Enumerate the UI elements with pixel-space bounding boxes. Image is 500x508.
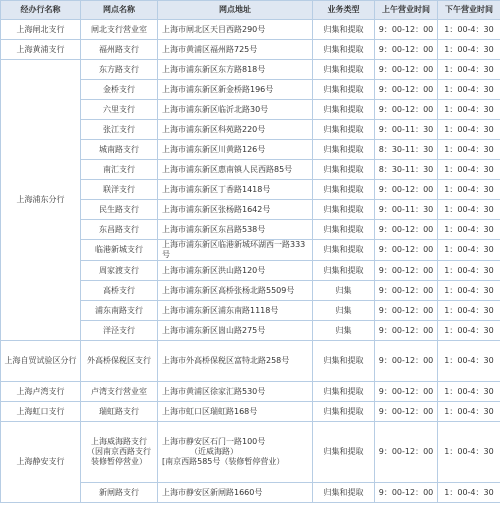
- branch-cell: 上海虹口支行: [1, 402, 81, 422]
- business-cell: 归集和提取: [313, 60, 375, 80]
- header-outlet: 网点名称: [81, 1, 158, 20]
- business-cell: 归集和提取: [313, 382, 375, 402]
- outlet-cell: 联洋支行: [81, 180, 158, 200]
- outlet-cell: 新闸路支行: [81, 483, 158, 503]
- table-row: [1, 402, 500, 422]
- am-hours-cell: 9：00-12：00: [375, 281, 438, 301]
- am-hours-cell: 9：00-12：00: [375, 321, 438, 341]
- address-cell: 上海市静安区新闸路1660号: [158, 483, 313, 503]
- am-hours-cell: 9：00-12：00: [375, 180, 438, 200]
- business-cell: 归集: [313, 301, 375, 321]
- business-cell: 归集和提取: [313, 220, 375, 240]
- address-cell: [158, 422, 313, 483]
- outlet-cell: 金桥支行: [81, 80, 158, 100]
- branch-cell: 上海闸北支行: [1, 20, 81, 40]
- business-cell: 归集和提取: [313, 483, 375, 503]
- outlet-line: 装修暂停营业）: [91, 457, 147, 466]
- am-hours-cell: 8：30-11：30: [375, 160, 438, 180]
- pm-hours-cell: 1：00-4：30: [438, 240, 500, 261]
- outlet-cell: 东昌路支行: [81, 220, 158, 240]
- outlet-cell: 洋泾支行: [81, 321, 158, 341]
- header-pm: 下午营业时间: [438, 1, 500, 20]
- am-hours-cell: 9：00-12：00: [375, 80, 438, 100]
- address-cell: 上海市浦东新区东昌路538号: [158, 220, 313, 240]
- header-branch: 经办行名称: [1, 1, 81, 20]
- outlet-cell: 东方路支行: [81, 60, 158, 80]
- business-cell: 归集和提取: [313, 402, 375, 422]
- pm-hours-cell: 1：00-4：30: [438, 80, 500, 100]
- pm-hours-cell: 1：00-4：30: [438, 20, 500, 40]
- outlet-cell: 临港新城支行: [81, 240, 158, 261]
- header-address: 网点地址: [158, 1, 313, 20]
- outlet-cell: 周家渡支行: [81, 261, 158, 281]
- address-cell: 上海市浦东新区科苑路220号: [158, 120, 313, 140]
- branch-cell: 上海浦东分行: [1, 60, 81, 341]
- pm-hours-cell: 1：00-4：30: [438, 301, 500, 321]
- header-business: 业务类型: [313, 1, 375, 20]
- am-hours-cell: 9：00-12：00: [375, 382, 438, 402]
- am-hours-cell: 9：00-12：00: [375, 301, 438, 321]
- branch-cell: 上海黄浦支行: [1, 40, 81, 60]
- business-cell: 归集和提取: [313, 120, 375, 140]
- business-cell: 归集和提取: [313, 80, 375, 100]
- address-line: 上海市静安区石门一路100号: [162, 437, 266, 446]
- business-cell: 归集和提取: [313, 240, 375, 261]
- branch-cell: 上海静安支行: [1, 422, 81, 503]
- branch-cell: 上海自贸试验区分行: [1, 341, 81, 382]
- outlet-cell: 城南路支行: [81, 140, 158, 160]
- address-cell: 上海市闸北区天目西路290号: [158, 20, 313, 40]
- am-hours-cell: 9：00-12：00: [375, 422, 438, 483]
- business-cell: 归集和提取: [313, 40, 375, 60]
- table-row: [1, 341, 500, 382]
- business-cell: 归集和提取: [313, 341, 375, 382]
- table-row: [1, 382, 500, 402]
- am-hours-cell: 8：30-11：30: [375, 140, 438, 160]
- table-row: [1, 60, 500, 80]
- address-cell: 上海市浦东新区张杨路1642号: [158, 200, 313, 220]
- am-hours-cell: 9：00-12：00: [375, 483, 438, 503]
- address-cell: 上海市浦东新区惠南镇人民西路85号: [158, 160, 313, 180]
- branch-cell: 上海卢湾支行: [1, 382, 81, 402]
- address-cell: 上海市浦东新区东方路818号: [158, 60, 313, 80]
- am-hours-cell: 9：00-12：00: [375, 402, 438, 422]
- table-row: [1, 40, 500, 60]
- business-cell: 归集和提取: [313, 140, 375, 160]
- pm-hours-cell: 1：00-4：30: [438, 60, 500, 80]
- address-cell: 上海市浦东新区洪山路120号: [158, 261, 313, 281]
- outlet-cell: 瑞虹路支行: [81, 402, 158, 422]
- am-hours-cell: 9：00-11：30: [375, 200, 438, 220]
- outlet-cell: 福州路支行: [81, 40, 158, 60]
- am-hours-cell: 9：00-12：00: [375, 20, 438, 40]
- pm-hours-cell: 1：00-4：30: [438, 341, 500, 382]
- business-cell: 归集和提取: [313, 160, 375, 180]
- address-cell: 上海市浦东新区浦东南路1118号: [158, 301, 313, 321]
- outlet-line: 上海威海路支行: [91, 437, 147, 446]
- outlet-cell: [81, 422, 158, 483]
- pm-hours-cell: 1：00-4：30: [438, 382, 500, 402]
- address-cell: 上海市浦东新区丁香路1418号: [158, 180, 313, 200]
- am-hours-cell: 9：00-12：00: [375, 40, 438, 60]
- address-line: （近威海路）: [190, 447, 238, 456]
- outlet-cell: 闸北支行营业室: [81, 20, 158, 40]
- address-cell: 上海市浦东新区临港新城环湖西一路333号: [158, 240, 313, 261]
- outlet-cell: 民生路支行: [81, 200, 158, 220]
- outlet-line: （因南京西路支行: [87, 447, 151, 456]
- address-cell: 上海市浦东新区临沂北路30号: [158, 100, 313, 120]
- business-cell: 归集: [313, 281, 375, 301]
- pm-hours-cell: 1：00-4：30: [438, 261, 500, 281]
- address-cell: 上海市外高桥保税区富特北路258号: [158, 341, 313, 382]
- business-cell: 归集: [313, 321, 375, 341]
- outlet-cell: 六里支行: [81, 100, 158, 120]
- pm-hours-cell: 1：00-4：30: [438, 220, 500, 240]
- am-hours-cell: 9：00-12：00: [375, 341, 438, 382]
- outlet-cell: 卢湾支行营业室: [81, 382, 158, 402]
- address-cell: 上海市黄浦区福州路725号: [158, 40, 313, 60]
- pm-hours-cell: 1：00-4：30: [438, 180, 500, 200]
- address-cell: 上海市虹口区瑞虹路168号: [158, 402, 313, 422]
- am-hours-cell: 9：00-12：00: [375, 261, 438, 281]
- outlet-cell: 南汇支行: [81, 160, 158, 180]
- outlet-cell: 高桥支行: [81, 281, 158, 301]
- am-hours-cell: 9：00-12：00: [375, 240, 438, 261]
- header-row: [1, 1, 500, 20]
- pm-hours-cell: 1：00-4：30: [438, 422, 500, 483]
- business-cell: 归集和提取: [313, 200, 375, 220]
- pm-hours-cell: 1：00-4：30: [438, 100, 500, 120]
- header-am: 上午营业时间: [375, 1, 438, 20]
- outlet-cell: 浦东南路支行: [81, 301, 158, 321]
- table-row: [1, 422, 500, 483]
- pm-hours-cell: 1：00-4：30: [438, 483, 500, 503]
- business-cell: 归集和提取: [313, 20, 375, 40]
- pm-hours-cell: 1：00-4：30: [438, 120, 500, 140]
- am-hours-cell: 9：00-12：00: [375, 100, 438, 120]
- pm-hours-cell: 1：00-4：30: [438, 160, 500, 180]
- pm-hours-cell: 1：00-4：30: [438, 281, 500, 301]
- address-cell: 上海市浦东新区新金桥路196号: [158, 80, 313, 100]
- pm-hours-cell: 1：00-4：30: [438, 140, 500, 160]
- business-cell: 归集和提取: [313, 180, 375, 200]
- address-line: [南京西路585号（装修暂停营业）: [162, 457, 285, 466]
- pm-hours-cell: 1：00-4：30: [438, 200, 500, 220]
- address-cell: 上海市浦东新区川黄路126号: [158, 140, 313, 160]
- pm-hours-cell: 1：00-4：30: [438, 321, 500, 341]
- table-row: [1, 20, 500, 40]
- am-hours-cell: 9：00-12：00: [375, 60, 438, 80]
- business-cell: 归集和提取: [313, 422, 375, 483]
- address-cell: 上海市浦东新区崮山路275号: [158, 321, 313, 341]
- am-hours-cell: 9：00-11：30: [375, 120, 438, 140]
- outlet-cell: 张江支行: [81, 120, 158, 140]
- am-hours-cell: 9：00-12：00: [375, 220, 438, 240]
- business-cell: 归集和提取: [313, 261, 375, 281]
- address-cell: 上海市浦东新区高桥张杨北路5509号: [158, 281, 313, 301]
- outlet-cell: 外高桥保税区支行: [81, 341, 158, 382]
- pm-hours-cell: 1：00-4：30: [438, 402, 500, 422]
- address-cell: 上海市黄浦区徐家汇路530号: [158, 382, 313, 402]
- business-cell: 归集和提取: [313, 100, 375, 120]
- pm-hours-cell: 1：00-4：30: [438, 40, 500, 60]
